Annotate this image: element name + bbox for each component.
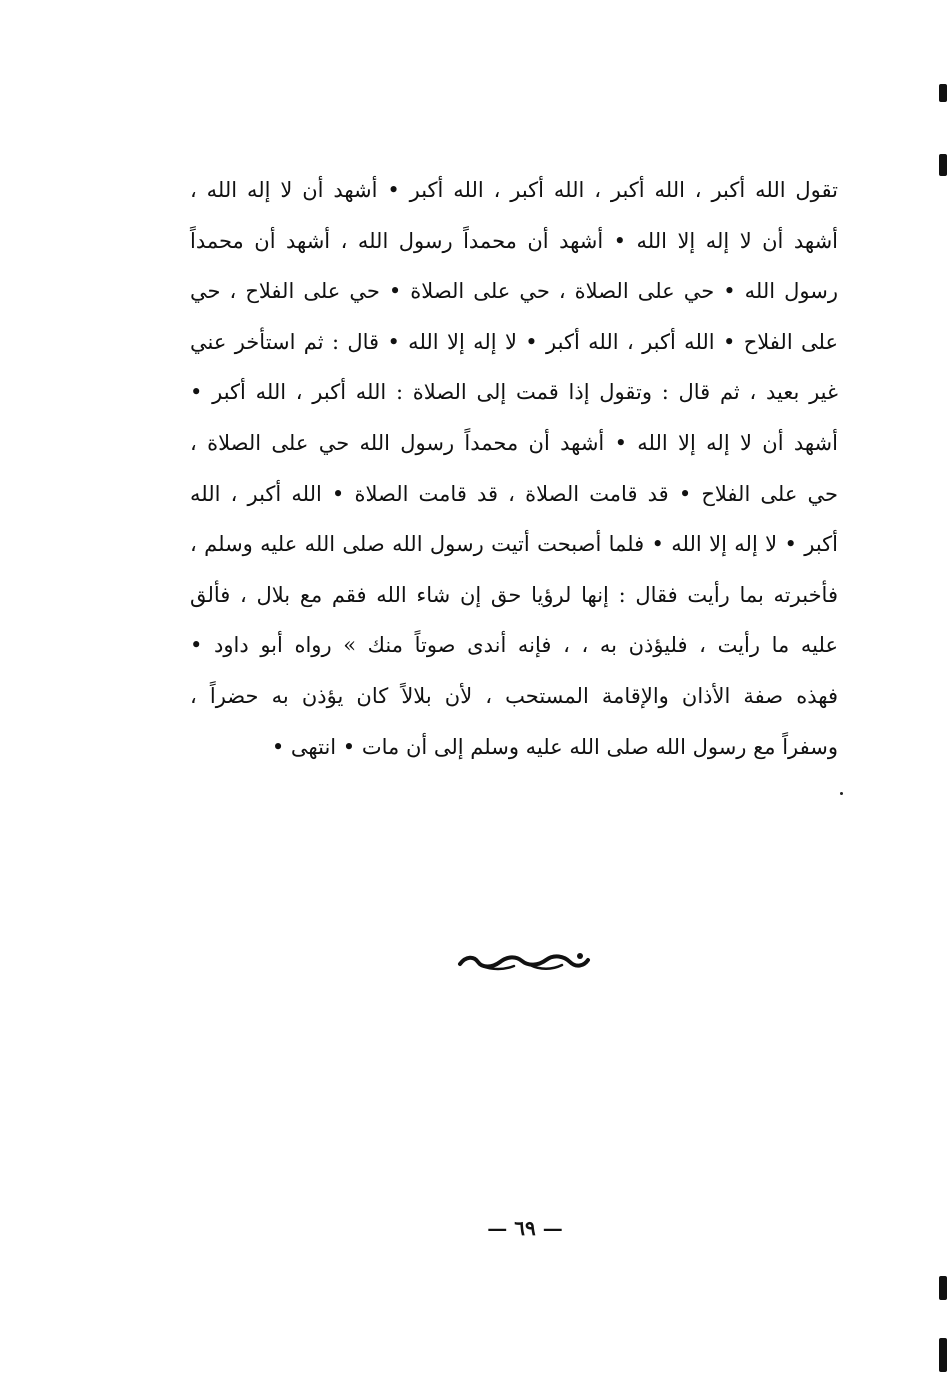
body-line: وسفراً مع رسول الله صلى الله عليه وسلم إلى أن مات • انتهى • — [271, 734, 838, 759]
scan-edge-mark — [939, 84, 947, 102]
flourish-divider-icon — [452, 946, 592, 976]
body-line: أشهد أن لا إله إلا الله • أشهد أن محمداً رسول الله ، أشهد أن محمداً — [190, 228, 838, 253]
scan-edge-mark — [939, 154, 947, 176]
body-line: أشهد أن لا إله إلا الله • أشهد أن محمداً رسول الله حي على الصلاة ، — [190, 430, 838, 455]
body-line: عليه ما رأيت ، فليؤذن به ، ، فإنه أندى صوتاً منك » رواه أبو داود • — [190, 633, 838, 658]
body-line: أكبر • لا إله إلا الله • فلما أصبحت أتيت رسول الله صلى الله عليه وسلم ، — [190, 532, 838, 557]
body-text — [190, 165, 838, 772]
scan-edge-mark — [939, 1276, 947, 1300]
body-line: على الفلاح • الله أكبر ، الله أكبر • لا إله إلا الله • قال : ثم استأخر عني — [190, 329, 838, 354]
scan-speck — [840, 792, 843, 795]
body-line: غير بعيد ، ثم قال : وتقول إذا قمت إلى الصلاة : الله أكبر ، الله أكبر • — [190, 380, 838, 405]
body-line: حي على الفلاح • قد قامت الصلاة ، قد قامت الصلاة • الله أكبر ، الله — [190, 481, 838, 506]
page-number: — ٦٩ — — [487, 1216, 563, 1240]
scan-edge-mark — [939, 1338, 947, 1372]
body-line: تقول الله أكبر ، الله أكبر ، الله أكبر ، الله أكبر • أشهد أن لا إله الله ، — [190, 178, 838, 202]
body-line: فهذه صفة الأذان والإقامة المستحب ، لأن بلالاً كان يؤذن به حضراً ، — [190, 683, 838, 708]
body-line: فأخبرته بما رأيت فقال : إنها لرؤيا حق إن شاء الله فقم مع بلال ، فألق — [190, 582, 838, 607]
body-line: رسول الله • حي على الصلاة ، حي على الصلاة • حي على الفلاح ، حي — [190, 279, 838, 304]
